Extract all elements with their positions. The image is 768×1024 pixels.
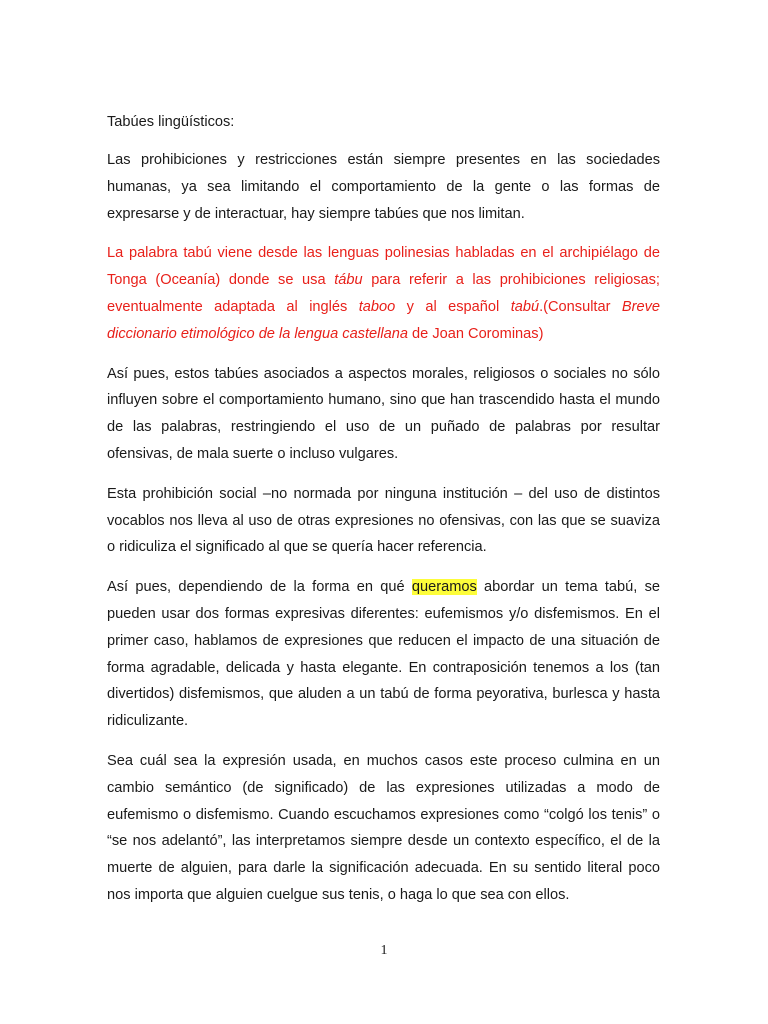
p2-text-5: de Joan Corominas) [407,325,544,342]
p2-text-1: La palabra tabú viene desde las lenguas polinesias habladas en el archipiélago de Tonga (Oceanía) donde se usa [107,245,660,289]
paragraph-6: Sea cuál sea la expresión usada, en muchos casos este proceso culmina en un cambio semántico (de significado) de las expresiones utilizadas a modo de eufemismo o disfemismo. Cuando escuchamos expresiones como “colgó los tenis” o “se nos adelantó”, las interpretamos siempre desde un contexto específico, el de la muerte de alguien, para darle la significación adecuada. En su sentido literal poco nos importa que alguien cuelgue sus tenis, o haga lo que sea con ellos. [107,752,660,903]
document-heading: Tabúes lingüísticos: [107,114,235,130]
p2-italic-taboo: taboo [358,298,396,315]
document-page [107,112,660,922]
p2-text-2: para referir a las prohibiciones religiosas; eventualmente adaptada al inglés [107,272,660,315]
paragraph-1: Las prohibiciones y restricciones están siempre presentes en las sociedades humanas, ya sea limitando el comportamiento de la gente o las formas de expresarse y de interactuar, hay siempre tabúes que nos limitan. [107,152,660,222]
p2-text-4: .(Consultar [539,298,622,315]
p2-italic-book-title: Breve diccionario etimológico de la lengua castellana [107,298,661,342]
paragraph-3: Así pues, estos tabúes asociados a aspectos morales, religiosos o sociales no sólo influyen sobre el comportamiento humano, sino que han trascendido hasta el mundo de las palabras, restringiendo el uso de un puñado de palabras por resultar ofensivas, de mala suerte o incluso vulgares. [107,365,660,462]
p2-text-3: y al español [395,298,511,315]
paragraph-4: Esta prohibición social –no normada por ninguna institución – del uso de distintos vocablos nos lleva al uso de otras expresiones no ofensivas, con las que se suaviza o ridiculiza el significado al que se quería hacer referencia. [107,485,660,556]
p5-text-after: abordar un tema tabú, se pueden usar dos formas expresivas diferentes: eufemismos y/o disfemismos. En el primer caso, hablamos de expresiones que reducen el impacto de una situación de forma agradable, delicada y hasta elegante. En contraposición tenemos a los (tan divertidos) disfemismos, que aluden a un tabú de forma peyorativa, burlesca y hasta ridiculizante. [107,579,661,730]
p2-italic-tabu: tábu [334,272,363,289]
p2-italic-tabu-es: tabú [510,298,540,315]
paragraph-2-red [107,240,660,347]
paragraph-5 [107,574,660,735]
p5-text-before: Así pues, dependiendo de la forma en qué [107,579,412,596]
highlighted-word: queramos [411,579,477,596]
page-number: 1 [380,943,388,958]
